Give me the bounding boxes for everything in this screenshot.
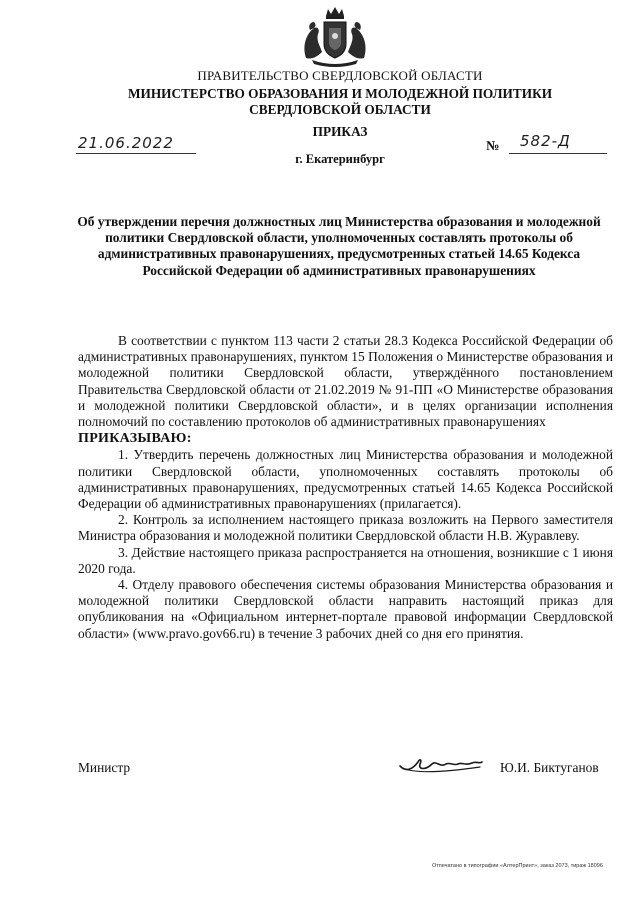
order-item-2: 2. Контроль за исполнением настоящего приказа возложить на Первого заместителя Министра образования и молодежной политики Свердловской области Н.В. Журавлеву. [78, 512, 613, 544]
order-number-label: № [486, 138, 500, 153]
order-number: 582-Д [520, 132, 571, 150]
order-date: 21.06.2022 [78, 134, 174, 152]
government-name: ПРАВИТЕЛЬСТВО СВЕРДЛОВСКОЙ ОБЛАСТИ [197, 68, 483, 83]
handwritten-signature-icon [396, 748, 486, 778]
ministry-name-line2: СВЕРДЛОВСКОЙ ОБЛАСТИ [249, 102, 431, 117]
document-title: Об утверждении перечня должностных лиц Министерства образования и молодежной политики Свердловской области, уполномоченных составлять протоколы об административных правонарушениях, предусмотренных статьей 14.65 Кодекса Российской Федерации об административных правонарушениях [77, 214, 601, 278]
document-type: ПРИКАЗ [312, 124, 368, 139]
ministry-name-line1: МИНИСТЕРСТВО ОБРАЗОВАНИЯ И МОЛОДЕЖНОЙ ПОЛИТИКИ [127, 86, 553, 101]
preamble: В соответствии с пунктом 113 части 2 статьи 28.3 Кодекса Российской Федерации об административных правонарушениях, пунктом 15 Положения о Министерстве образования и молодежной политики Свердловской области, утверждённого постановлением Правительства Свердловской области от 21.02.2019 № 91-ПП «О Министерстве образования и молодежной политики Свердловской области», и в целях организации исполнения полномочий по составлению протоколов об административных правонарушениях [78, 333, 613, 430]
order-item-3: 3. Действие настоящего приказа распространяется на отношения, возникшие с 1 июня 2020 года. [78, 544, 613, 576]
order-item-1: 1. Утвердить перечень должностных лиц Министерства образования и молодежной политики Свердловской области, уполномоченных составлять протоколы об административных правонарушениях, предусмотренных статьей 14.65 Кодекса Российской Федерации об административных правонарушениях (прилагается). [78, 447, 613, 512]
printer-note: Отпечатано в типографии «АлтерПринт», заказ 2073, тираж 18096 [432, 863, 603, 869]
coat-of-arms-icon [300, 6, 370, 68]
command-heading: ПРИКАЗЫВАЮ: [78, 431, 192, 447]
order-item-4: 4. Отделу правового обеспечения системы образования Министерства образования и молодежной политики Свердловской области направить настоящий приказ для опубликования на «Официальном интернет-портале правовой информации Свердловской области» (www.pravo.gov66.ru) в течение 3 рабочих дней со дня его принятия. [78, 577, 613, 641]
signatory-position: Министр [78, 760, 131, 775]
document-body [78, 333, 613, 642]
signatory-name: Ю.И. Биктуганов [500, 760, 599, 775]
city: г. Екатеринбург [295, 152, 385, 166]
ministry-name [0, 86, 640, 118]
